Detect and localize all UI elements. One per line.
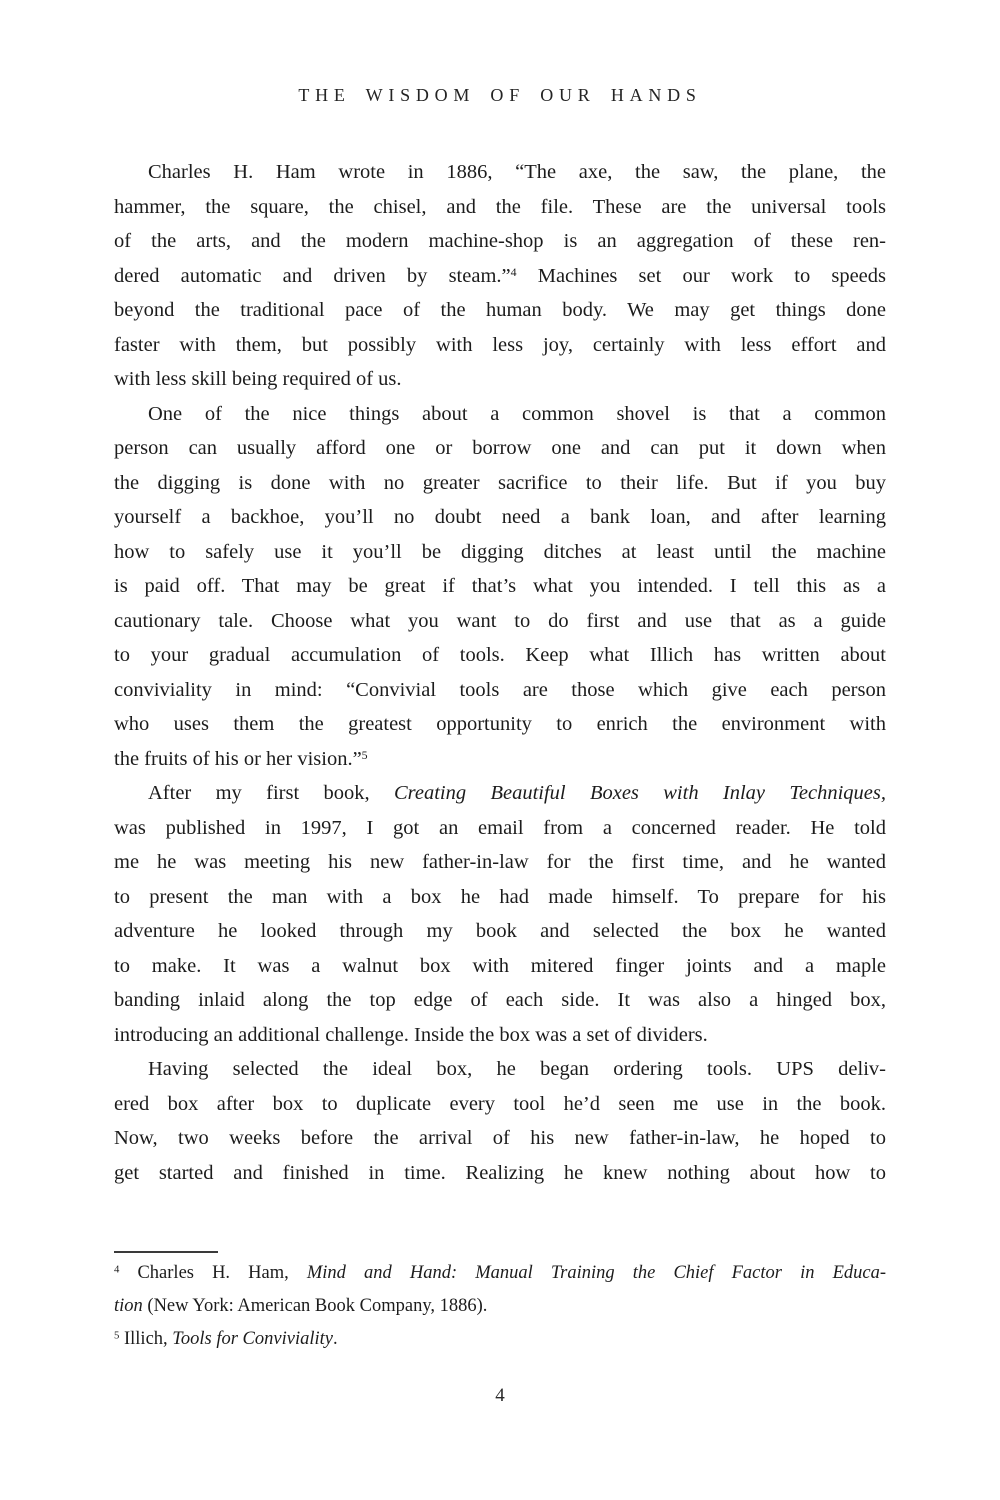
text-line	[114, 604, 886, 639]
text-line	[114, 1121, 886, 1156]
text-line	[114, 397, 886, 432]
text-segment: .	[332, 1329, 338, 1349]
text-line	[114, 259, 886, 294]
text-segment: dered automatic and driven by steam.”	[114, 264, 511, 287]
text-line	[114, 155, 886, 190]
text-segment: beyond the traditional pace of the human body. We may get things done	[114, 299, 886, 321]
text-line	[114, 811, 886, 846]
text-segment: how to safely use it you’ll be digging ditches at least until the machine	[114, 540, 886, 563]
italic-text: tion	[114, 1296, 143, 1316]
text-line	[114, 466, 886, 501]
text-segment: the digging is done with no greater sacrifice to their life. But if you buy	[114, 471, 886, 494]
text-segment: Illich,	[119, 1329, 173, 1349]
text-line	[114, 431, 886, 466]
text-line	[114, 742, 886, 777]
text-line	[114, 845, 886, 880]
text-segment: yourself a backhoe, you’ll no doubt need a bank loan, and after learning	[114, 506, 886, 528]
text-line	[114, 1257, 886, 1290]
text-segment: hammer, the square, the chisel, and the file. These are the universal tools	[114, 195, 886, 218]
text-segment: with less skill being required of us.	[114, 368, 402, 390]
text-segment: cautionary tale. Choose what you want to do first and use that as a guide	[114, 609, 886, 632]
paragraph	[114, 776, 886, 1052]
text-segment: to make. It was a walnut box with mitered finger joints and a maple	[114, 954, 886, 977]
text-line	[114, 362, 886, 397]
text-line	[114, 914, 886, 949]
paragraph	[114, 155, 886, 397]
italic-text: Tools for Conviviality	[172, 1329, 333, 1349]
text-segment: After my first book,	[148, 782, 394, 804]
text-segment: was published in 1997, I got an email from a concerned reader. He told	[114, 816, 886, 839]
footnote-marker: 4	[114, 1263, 120, 1276]
text-segment: faster with them, but possibly with less joy, certainly with less effort and	[114, 333, 886, 356]
text-segment: get started and finished in time. Realizing he knew nothing about how to	[114, 1161, 886, 1184]
italic-text: Creating Beautiful Boxes with Inlay Techniques,	[393, 782, 886, 804]
text-segment: (New York: American Book Company, 1886).	[142, 1296, 488, 1316]
text-segment: Charles H. Ham wrote in 1886, “The axe, the saw, the plane, the	[148, 161, 886, 183]
running-header: THE WISDOM OF OUR HANDS	[298, 85, 702, 105]
text-segment: introducing an additional challenge. Inside the box was a set of dividers.	[114, 1023, 708, 1046]
paragraph	[114, 397, 886, 777]
text-line	[114, 224, 886, 259]
text-segment: Having selected the ideal box, he began ordering tools. UPS deliv-	[148, 1058, 886, 1080]
text-line	[114, 569, 886, 604]
text-segment: Charles H. Ham,	[119, 1263, 307, 1283]
text-segment: person can usually afford one or borrow one and can put it down when	[114, 437, 886, 459]
text-segment: Machines set our work to speeds	[516, 264, 886, 287]
text-line	[114, 328, 886, 363]
footnote-rule	[114, 1251, 218, 1253]
footnotes	[114, 1257, 886, 1356]
text-segment: me he was meeting his new father-in-law for the first time, and he wanted	[114, 851, 886, 873]
page-number: 4	[495, 1385, 505, 1406]
paragraph	[114, 1052, 886, 1190]
text-segment: Now, two weeks before the arrival of his new father-in-law, he hoped to	[114, 1127, 886, 1149]
text-line	[114, 1323, 886, 1356]
text-segment: banding inlaid along the top edge of each side. It was also a hinged box,	[114, 989, 886, 1011]
text-line	[114, 1018, 886, 1053]
footnote-marker: 5	[114, 1329, 120, 1342]
text-line	[114, 707, 886, 742]
text-line	[114, 535, 886, 570]
text-segment: adventure he looked through my book and selected the box he wanted	[114, 920, 886, 942]
text-line	[114, 638, 886, 673]
footnote-marker: 5	[361, 747, 368, 762]
text-segment: One of the nice things about a common shovel is that a common	[148, 402, 886, 425]
footnote-marker: 4	[510, 264, 517, 279]
text-segment: is paid off. That may be great if that’s what you intended. I tell this as a	[114, 575, 886, 597]
text-segment: ered box after box to duplicate every tool he’d seen me use in the book.	[114, 1092, 886, 1115]
text-line	[114, 190, 886, 225]
text-line	[114, 1052, 886, 1087]
text-line	[114, 293, 886, 328]
text-line	[114, 949, 886, 984]
body-text	[114, 155, 886, 1190]
text-line	[114, 1156, 886, 1191]
text-segment: to present the man with a box he had made himself. To prepare for his	[114, 885, 886, 908]
text-line	[114, 983, 886, 1018]
text-segment: to your gradual accumulation of tools. Keep what Illich has written about	[114, 644, 886, 666]
text-line	[114, 500, 886, 535]
text-line	[114, 880, 886, 915]
text-segment: of the arts, and the modern machine-shop is an aggregation of these ren-	[114, 230, 886, 252]
text-segment: who uses them the greatest opportunity to enrich the environment with	[114, 713, 886, 735]
text-segment: conviviality in mind: “Convivial tools are those which give each person	[114, 678, 886, 701]
italic-text: Mind and Hand: Manual Training the Chief Factor in Educa-	[306, 1263, 886, 1283]
text-line	[114, 1290, 886, 1323]
text-line	[114, 1087, 886, 1122]
text-line	[114, 776, 886, 811]
text-segment: the fruits of his or her vision.”	[114, 747, 362, 770]
text-line	[114, 673, 886, 708]
